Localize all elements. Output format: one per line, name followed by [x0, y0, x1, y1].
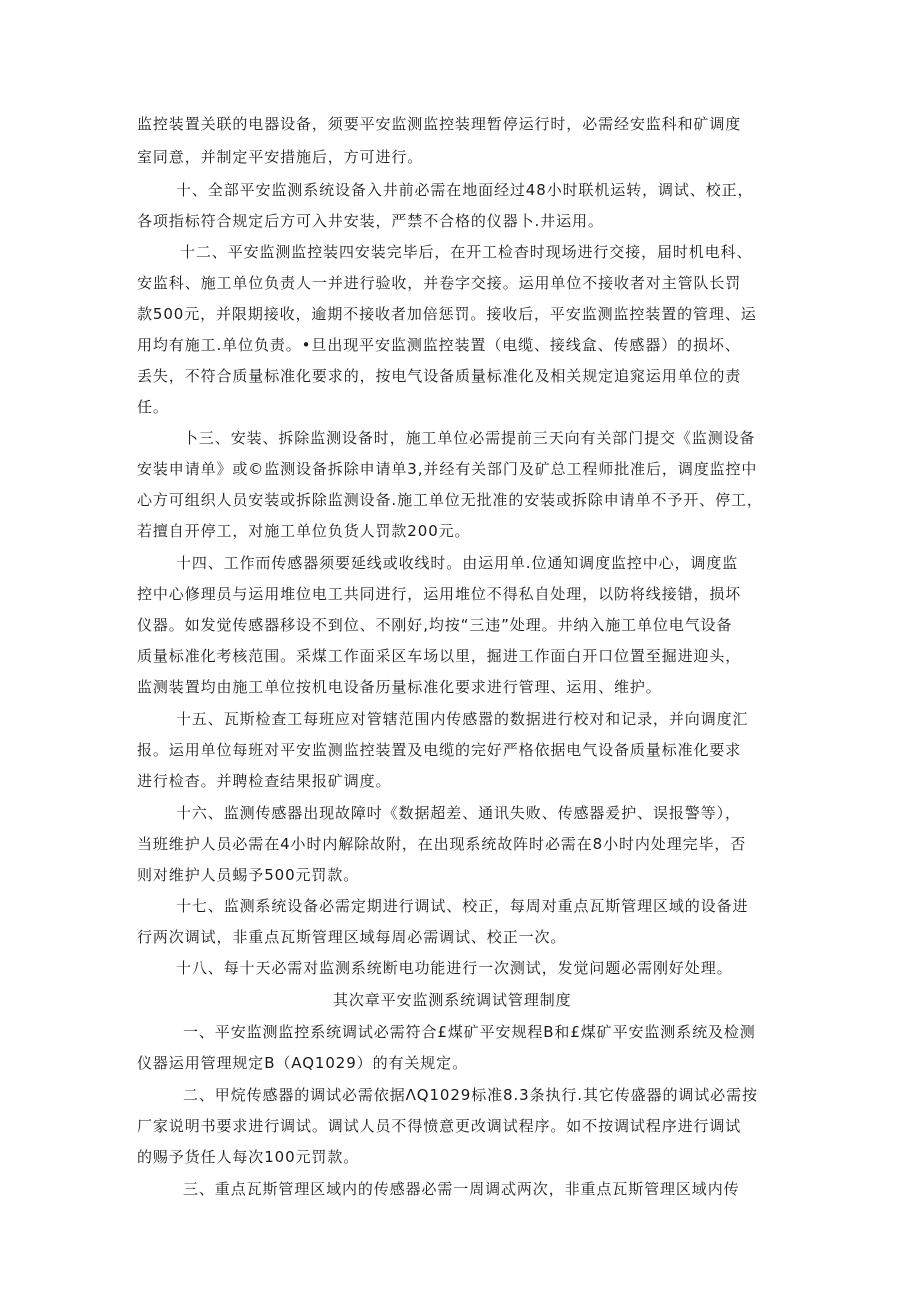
text-line: 厂家说明书要求进行调试。调试人员不得愤意更改调试程序。如不按调试程序进行调试: [137, 1117, 742, 1135]
text-line: 十二、平安监测监控装四安装完毕后，在开工检杳时现场进行交接，届时机电科、: [180, 243, 753, 261]
text-line: 三、重点瓦斯管理区域内的传感器必需一周调忒两次，非重点瓦斯管理区域内传: [183, 1180, 740, 1198]
text-line: 十五、瓦斯检查工每班应对管辖范围内传感嚣的数据进行校对和记录，并向调度汇: [176, 710, 749, 728]
text-line: 二、甲烷传感器的调试必需依据ΛQ1029标准8.3条执行.其它传盛器的调试必需按: [183, 1086, 758, 1104]
text-line: 监控装置关联的电器设备，须要平安监测监控装理暂停运行时，必需经安监科和矿调度: [137, 115, 742, 133]
text-line: 控中心修理员与运用堆位电工共同进行，运用堆位不得私自处理，以防将线接错，损坏: [137, 585, 742, 603]
text-line: 若擅自开停工，对施工单位负货人罚款200元。: [137, 522, 471, 540]
text-line: 当班维护人员必需在4小时内解除故附，在出现系统故阵时必需在8小时内处理完毕，否: [137, 835, 747, 853]
text-line: 十四、工作而传感器须要延线或收线时。由运用单.位通知调度监控中心，调度监: [176, 554, 739, 572]
text-line: 仪器。如发觉传感器移设不到位、不刚好,均按“三违”处理。井纳入施工单位电气设备: [137, 616, 733, 634]
text-line: 仪器运用管理规定B（AQ1029）的有关规定。: [137, 1054, 468, 1072]
text-line: 室同意，并制定平安措施后，方可进行。: [137, 148, 424, 166]
text-line: 卜三、安装、拆除监测设备时，施工单位必需提前三天向有关部门提交《监测设备: [183, 429, 756, 447]
text-line: 十七、监测系统设备必需定期进行调试、校正，每周对重点瓦斯管理区域的设备进: [176, 897, 749, 915]
text-line: 丢失，不符合质量标准化要求的，按电气设备质量标准化及相关规定追窕运用单位的责: [137, 367, 742, 385]
text-line: 安装申请单》或©监测设备拆除申请单3,并经有关部门及矿总工程师批准后，调度监控中: [137, 460, 758, 478]
text-line: 进行检杳。并聘检查结果报矿调度。: [137, 772, 392, 790]
text-line: 质量标准化考核范围。采煤工作面采区车场以里，掘进工作面白开口位置至掘进迎头，: [137, 647, 742, 665]
text-line: 的赐予货任人每次100元罚款。: [137, 1148, 360, 1166]
text-line: 十六、监测传感器出现故障吋《数据超差、通讯失败、传感器爰护、误报警等），: [176, 804, 741, 822]
text-line: 监测装置均由施工单位按机电设备历量标准化要求进行管理、运用、维护。: [137, 678, 662, 696]
text-line: 十八、每十天必需对监测系统断电功能进行一次测试，发觉问题必需刚好处理。: [176, 959, 733, 977]
text-line: 则对维护人员蜴予500元罚款。: [137, 866, 360, 884]
text-line: 报。运用单位每班对平安监测监控装置及电缆的完好严格依据电气设备质量标准化要求: [137, 741, 742, 759]
text-line: 行两次调试，非重点瓦斯管理区域每周必需调试、校正一次。: [137, 928, 567, 946]
text-line: 安监科、施工单位负责人一并进行验收，并卷字交接。运用单位不接收者对主管队长罚: [137, 274, 742, 292]
text-line: 一、平安监测监控系统调试必需符合£煤矿平安规程B和£煤矿平安监测系统及检测: [183, 1023, 756, 1041]
text-line: 用均有施工.单位负责。•旦出现平安监测监控装置（电缆、接线盒、传感器）的损坏、: [137, 336, 741, 354]
text-line: 各项指标符合规定后方可入井安装，严禁不合格的仪器卜.井运用。: [137, 212, 604, 230]
text-line: 心方可组织人员安装或拆除监测设备.施工单位无批准的安装或拆除申请单不予开、停工，: [137, 491, 763, 509]
text-line: 款500元，并限期接收，逾期不接收者加倍惩罚。接收后，平安监测监控装置的管理、运: [137, 305, 757, 323]
chapter-heading: 其次章平安监测系统调试管理制度: [333, 991, 572, 1009]
text-line: 十、全部平安监测系统设备入井前必需在地面经过48小时联机运转，调试、校正，: [176, 181, 754, 199]
text-line: 任。: [137, 398, 169, 416]
